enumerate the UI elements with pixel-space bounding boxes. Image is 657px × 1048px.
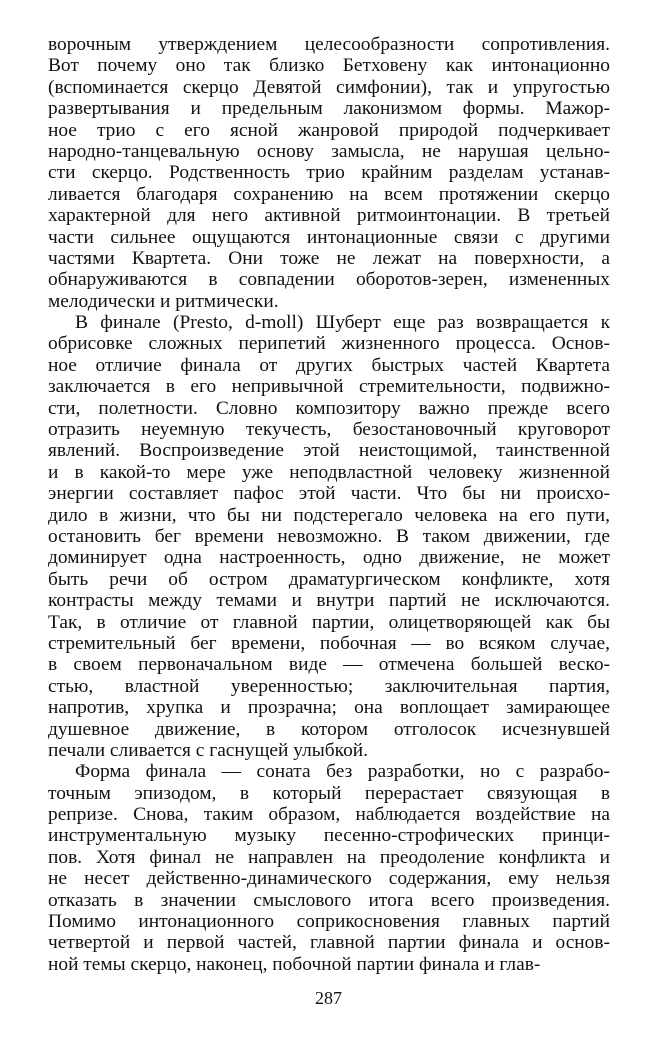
text-line: остановить бег времени невозможно. В таком движении, где: [48, 525, 610, 547]
text-line: стью, властной уверенностью; заключительная партия,: [48, 675, 610, 697]
text-line: дило в жизни, что бы ни подстерегало человека на его пути,: [48, 504, 610, 526]
text-line: сти скерцо. Родственность трио крайним разделам устанав-: [48, 162, 610, 184]
text-line: ливается благодаря сохранению на всем протяжении скерцо: [48, 183, 610, 205]
text-line: стремительный бег времени, побочная — во всяком случае,: [48, 632, 610, 654]
text-line: быть речи об остром драматургическом конфликте, хотя: [48, 568, 610, 590]
text-line: Так, в отличие от главной партии, олицетворяющей как бы: [48, 611, 610, 633]
text-line: репризе. Снова, таким образом, наблюдается воздействие на: [48, 804, 610, 826]
text-line: В финале (Presto, d-moll) Шуберт еще раз возвращается к: [75, 312, 610, 334]
text-line: части сильнее ощущаются интонационные связи с другими: [48, 226, 610, 248]
text-line: в своем первоначальном виде — отмечена большей веско-: [48, 654, 610, 676]
text-line: отказать в значении смыслового итога всего произведения.: [48, 889, 610, 911]
text-line: обрисовке сложных перипетий жизненного процесса. Основ-: [48, 333, 610, 355]
text-line: Форма финала — соната без разработки, но с разрабо-: [75, 761, 610, 783]
text-line: ное трио с его ясной жанровой природой подчеркивает: [48, 119, 610, 141]
text-line: отразить неуемную текучесть, безостановочный круговорот: [48, 419, 610, 441]
text-line: ной темы скерцо, наконец, побочной партии финала и глав-: [48, 953, 541, 975]
text-line: частями Квартета. Они тоже не лежат на поверхности, а: [48, 247, 610, 269]
paragraph-1: [48, 34, 610, 312]
text-line: явлений. Воспроизведение этой неистощимой, таинственной: [48, 440, 610, 462]
text-line: пов. Хотя финал не направлен на преодоление конфликта и: [48, 846, 610, 868]
text-line: обнаруживаются в совпадении оборотов-зерен, измененных: [48, 269, 610, 291]
text-line: печали сливается с гаснущей улыбкой.: [48, 739, 369, 761]
text-line: мелодически и ритмически.: [48, 290, 279, 312]
paragraph-2: [48, 312, 610, 761]
page-number: 287: [315, 988, 342, 1008]
text-line: Помимо интонационного соприкосновения главных партий: [48, 911, 610, 933]
text-line: сти, полетности. Словно композитору важно прежде всего: [48, 397, 610, 419]
text-line: народно-танцевальную основу замысла, не нарушая цельно-: [48, 140, 610, 162]
text-line: энергии составляет пафос этой части. Что бы ни происхо-: [48, 483, 610, 505]
text-line: доминирует одна настроенность, одно движение, не может: [48, 547, 610, 569]
text-line: не несет действенно-динамического содержания, ему нельзя: [48, 868, 610, 890]
page-body: [48, 34, 610, 975]
text-line: ное отличие финала от других быстрых частей Квартета: [48, 354, 610, 376]
text-line: заключается в его непривычной стремительности, подвижно-: [48, 376, 610, 398]
text-line: характерной для него активной ритмоинтонации. В третьей: [48, 205, 610, 227]
text-line: контрасты между темами и внутри партий не исключаются.: [48, 590, 610, 612]
text-line: (вспоминается скерцо Девятой симфонии), так и упругостью: [48, 76, 610, 98]
text-line: ворочным утверждением целесообразности сопротивления.: [48, 34, 610, 55]
paragraph-3: [48, 761, 610, 975]
text-line: Вот почему оно так близко Бетховену как интонационно: [48, 55, 610, 77]
text-line: четвертой и первой частей, главной партии финала и основ-: [48, 932, 610, 954]
text-line: развертывания и предельным лаконизмом формы. Мажор-: [48, 98, 610, 120]
text-line: и в какой-то мере уже неподвластной человеку жизненной: [48, 461, 610, 483]
text-line: душевное движение, в котором отголосок исчезнувшей: [48, 718, 610, 740]
text-line: напротив, хрупка и прозрачна; она воплощает замирающее: [48, 697, 610, 719]
text-line: точным эпизодом, в который перерастает связующая в: [48, 782, 610, 804]
text-line: инструментальную музыку песенно-строфических принци-: [48, 825, 610, 847]
